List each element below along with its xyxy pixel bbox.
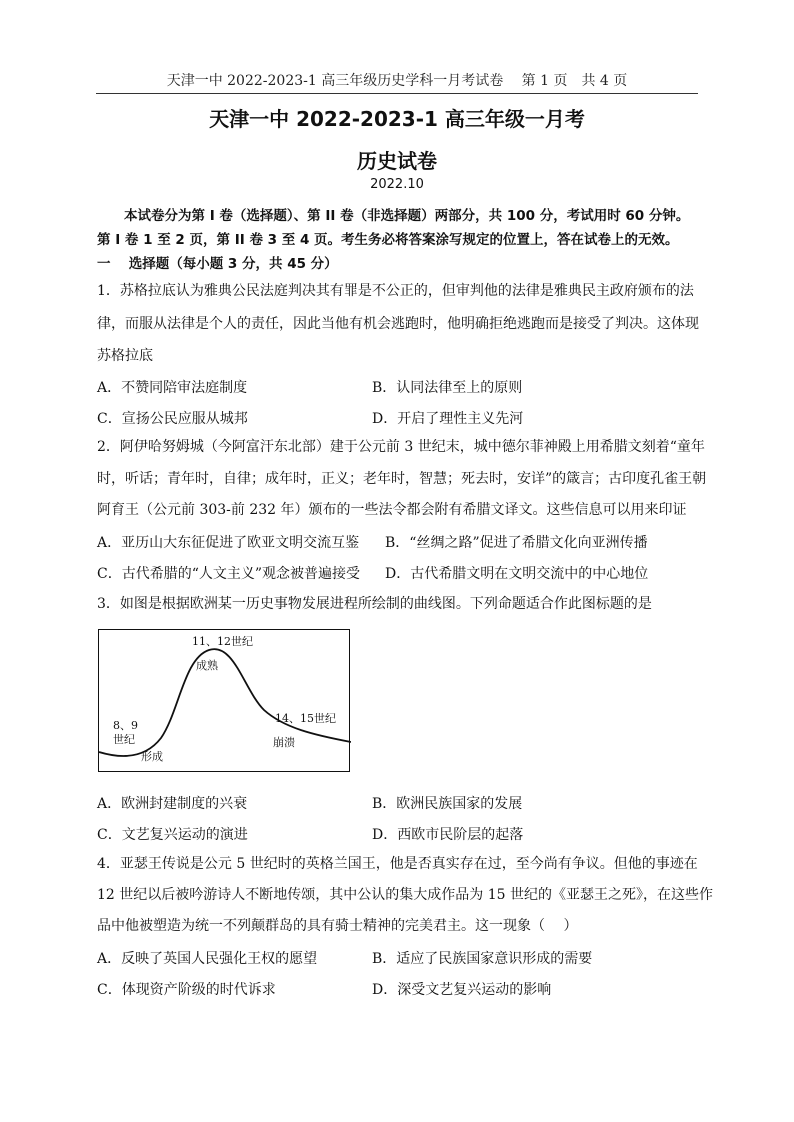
question-text: 苏格拉底 bbox=[97, 348, 153, 364]
option-b: B．欧洲民族国家的发展 bbox=[372, 796, 523, 812]
option-a: A．不赞同陪审法庭制度 bbox=[97, 380, 248, 396]
question-text: 时，听话；青年时，自律；成年时，正义；老年时，智慧；死去时，安详”的箴言；古印度孔雀王朝 bbox=[97, 471, 707, 487]
option-b: B．“丝绸之路”促进了希腊文化向亚洲传播 bbox=[385, 535, 648, 551]
instruction-line-2: 第 I 卷 1 至 2 页，第 II 卷 3 至 4 页。考生务必将答案涂写规定的位置上，答在试卷上的无效。 bbox=[97, 232, 679, 248]
question-text: 1．苏格拉底认为雅典公民法庭判决其有罪是不公正的，但审判他的法律是雅典民主政府颁布的法 bbox=[97, 283, 694, 299]
option-c: C．体现资产阶级的时代诉求 bbox=[97, 982, 276, 998]
start-stage-label: 形成 bbox=[141, 750, 163, 763]
end-stage-label: 崩溃 bbox=[273, 736, 295, 749]
option-a: A．欧洲封建制度的兴衰 bbox=[97, 796, 248, 812]
exam-subtitle: 历史试卷 bbox=[357, 149, 437, 173]
exam-date: 2022.10 bbox=[370, 177, 424, 192]
option-d: D．西欧市民阶层的起落 bbox=[372, 827, 524, 843]
option-d: D．开启了理性主义先河 bbox=[372, 411, 524, 427]
exam-title: 天津一中 2022-2023-1 高三年级一月考 bbox=[209, 107, 585, 131]
option-a: A．反映了英国人民强化王权的愿望 bbox=[97, 951, 318, 967]
question-text: 阿育王（公元前 303-前 232 年）颁布的一些法令都会附有希腊文译文。这些信息可以用来印证 bbox=[97, 502, 687, 518]
option-c: C．文艺复兴运动的演进 bbox=[97, 827, 248, 843]
peak-stage-label: 成熟 bbox=[196, 659, 218, 672]
question-text: 律，而服从法律是个人的责任，因此当他有机会逃跑时，他明确拒绝逃跑而是接受了判决。这体现 bbox=[97, 316, 699, 332]
peak-time-label: 11、12世纪 bbox=[192, 635, 253, 648]
option-c: C．宣扬公民应服从城邦 bbox=[97, 411, 248, 427]
question-text: 12 世纪以后被吟游诗人不断地传颂，其中公认的集大成作品为 15 世纪的《亚瑟王之死》，在这些作 bbox=[97, 887, 713, 903]
option-a: A．亚历山大东征促进了欧亚文明交流互鉴 bbox=[97, 535, 360, 551]
end-time-label: 14、15世纪 bbox=[275, 712, 336, 725]
question-text: 4．亚瑟王传说是公元 5 世纪时的英格兰国王，他是否真实存在过，至今尚有争议。但他的事迹在 bbox=[97, 856, 698, 872]
question-text: 品中他被塑造为统一不列颠群岛的具有骑士精神的完美君主。这一现象（ ） bbox=[97, 918, 578, 934]
development-curve-figure bbox=[98, 629, 350, 772]
option-b: B．认同法律至上的原则 bbox=[372, 380, 523, 396]
header-rule bbox=[96, 93, 698, 94]
option-d: D．古代希腊文明在文明交流中的中心地位 bbox=[385, 566, 649, 582]
option-c: C．古代希腊的“人文主义”观念被普遍接受 bbox=[97, 566, 361, 582]
development-curve-line bbox=[99, 649, 351, 756]
section-heading: 一 选择题（每小题 3 分，共 45 分） bbox=[97, 256, 338, 272]
page-header: 天津一中 2022-2023-1 高三年级历史学科一月考试卷 第 1 页 共 4 页 bbox=[166, 73, 628, 89]
start-time-label: 8、9 bbox=[113, 719, 138, 732]
question-text: 2．阿伊哈努姆城（今阿富汗东北部）建于公元前 3 世纪末，城中德尔菲神殿上用希腊文刻着“童年 bbox=[97, 439, 705, 455]
instruction-line-1: 本试卷分为第 I 卷（选择题）、第 II 卷（非选择题）两部分，共 100 分，考试用时 60 分钟。 bbox=[124, 208, 690, 224]
development-curve-svg bbox=[99, 630, 351, 773]
start-time-label-2: 世纪 bbox=[113, 733, 135, 746]
question-text: 3．如图是根据欧洲某一历史事物发展进程所绘制的曲线图。下列命题适合作此图标题的是 bbox=[97, 596, 652, 612]
option-b: B．适应了民族国家意识形成的需要 bbox=[372, 951, 593, 967]
option-d: D．深受文艺复兴运动的影响 bbox=[372, 982, 552, 998]
